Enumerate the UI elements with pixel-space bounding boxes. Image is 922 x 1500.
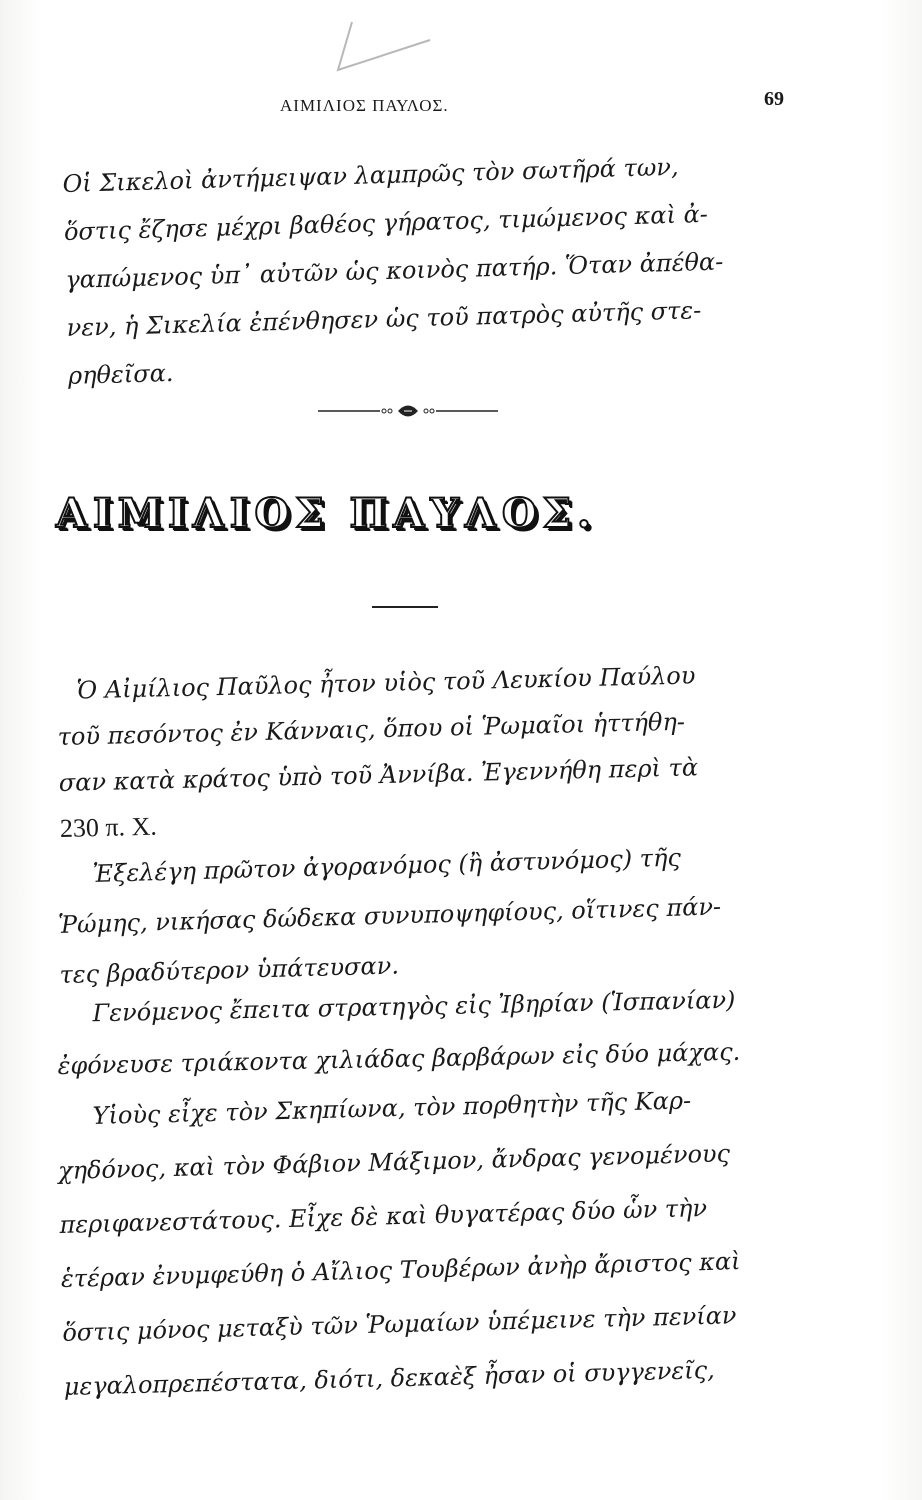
- section-title: ΑΙΜΙΛΙΟΣ ΠΑΥΛΟΣ.: [56, 490, 597, 537]
- text-line: ἑτέραν ἐνυμφεύθη ὁ Αἴλιος Τουβέρων ἀνὴρ ἄριστος καὶ: [60, 1247, 741, 1293]
- section-ornament: [318, 398, 498, 422]
- text-line: Οἱ Σικελοὶ ἀντήμειψαν λαμπρῶς τὸν σωτῆρά των,: [62, 152, 679, 198]
- text-line: ρηθεῖσα.: [67, 358, 174, 390]
- text-line: σαν κατὰ κράτος ὑπὸ τοῦ Ἀννίβα. Ἐγεννήθη περὶ τὰ: [58, 753, 699, 797]
- text-line: 230 π. Χ.: [59, 811, 158, 843]
- text-line: Υἱοὺς εἶχε τὸν Σκηπίωνα, τὸν πορθητὴν τῆς Καρ-: [92, 1086, 692, 1131]
- paragraph-1: [56, 652, 700, 852]
- text-line: τοῦ πεσόντος ἐν Κάνναις, ὅπου οἱ Ῥωμαῖοι ἡττήθη-: [57, 707, 686, 751]
- text-line: χηδόνος, καὶ τὸν Φάβιον Μάξιμον, ἄνδρας γενομένους: [57, 1139, 731, 1185]
- text-line: ἐφόνευσε τριάκοντα χιλιάδας βαρβάρων εἰς δύο μάχας.: [57, 1037, 741, 1080]
- text-line: ὅστις μόνος μεταξὺ τῶν Ῥωμαίων ὑπέμεινε τὴν πενίαν: [61, 1301, 737, 1347]
- title-rule: [372, 606, 438, 608]
- text-line: γαπώμενος ὑπ᾽ αὐτῶν ὡς κοινὸς πατήρ. Ὅταν ἀπέθα-: [64, 247, 724, 294]
- text-line: νεν, ἡ Σικελία ἐπένθησεν ὡς τοῦ πατρὸς αὐτῆς στε-: [66, 296, 702, 342]
- pencil-mark: [330, 18, 440, 78]
- text-line: τες βραδύτερον ὑπάτευσαν.: [59, 951, 400, 989]
- text-line: ὅστις ἔζησε μέχρι βαθέος γήρατος, τιμώμενος καὶ ἀ-: [63, 199, 709, 246]
- text-line: περιφανεστάτους. Εἶχε δὲ καὶ θυγατέρας δύο ὧν τὴν: [59, 1194, 708, 1239]
- running-head: ΑΙΜΙΛΙΟΣ ΠΑΥΛΟΣ.: [280, 96, 449, 115]
- text-line: Ῥώμης, νικήσας δώδεκα συνυποψηφίους, οἵτινες πάν-: [57, 892, 722, 939]
- page-number: 69: [764, 88, 784, 110]
- previous-section-text: [62, 142, 727, 400]
- text-line: Ἐξελέγη πρῶτον ἀγορανόμος (ἢ ἀστυνόμος) τῆς: [92, 843, 682, 888]
- paragraph-4: [56, 1072, 744, 1414]
- text-line: μεγαλοπρεπέστατα, διότι, δεκαὲξ ἦσαν οἱ συγγενεῖς,: [63, 1355, 716, 1401]
- paragraph-2: [56, 831, 723, 999]
- text-line: Ὁ Αἰμίλιος Παῦλος ἦτον υἱὸς τοῦ Λευκίου Παύλου: [76, 661, 696, 705]
- text-line: Γενόμενος ἔπειτα στρατηγὸς εἰς Ἰβηρίαν (Ἱσπανίαν): [92, 985, 736, 1028]
